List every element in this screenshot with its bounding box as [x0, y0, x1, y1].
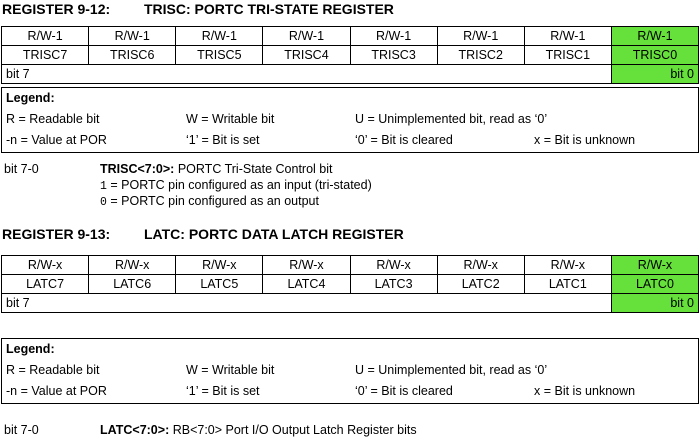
access-cell-1: R/W-1	[524, 27, 611, 46]
legend-heading: Legend:	[6, 91, 55, 105]
desc-line-latc	[100, 423, 417, 437]
legend-bit-cleared: ‘0’ = Bit is cleared	[355, 384, 453, 398]
bit-cell-4: LATC4	[263, 275, 350, 294]
bit-high-label: bit 7	[2, 294, 612, 313]
option-code-0: 0	[100, 196, 107, 209]
access-cell-4: R/W-x	[263, 256, 350, 275]
register-title-latc	[2, 226, 404, 242]
desc-line-trisc	[100, 162, 333, 176]
bit-cell-2: LATC2	[437, 275, 524, 294]
access-cell-0: R/W-1	[611, 27, 698, 46]
bit-cell-5: TRISC5	[176, 46, 263, 65]
access-cell-6: R/W-1	[89, 27, 176, 46]
bit-name-row	[2, 46, 699, 65]
bit-cell-7: LATC7	[2, 275, 89, 294]
access-cell-5: R/W-1	[176, 27, 263, 46]
access-cell-7: R/W-x	[2, 256, 89, 275]
desc-option-input	[100, 178, 372, 193]
desc-name: LATC<7:0>:	[100, 423, 170, 437]
desc-text: PORTC Tri-State Control bit	[174, 162, 333, 176]
legend-heading: Legend:	[6, 342, 55, 356]
register-number: REGISTER 9-12:	[2, 1, 111, 17]
bit-low-label: bit 0	[611, 65, 698, 84]
access-cell-0: R/W-x	[611, 256, 698, 275]
bit-cell-0: TRISC0	[611, 46, 698, 65]
access-cell-2: R/W-x	[437, 256, 524, 275]
access-cell-7: R/W-1	[2, 27, 89, 46]
desc-range-latc: bit 7-0	[4, 423, 39, 437]
access-cell-6: R/W-x	[89, 256, 176, 275]
legend-bit-cleared: ‘0’ = Bit is cleared	[355, 133, 453, 147]
legend-readable: R = Readable bit	[6, 363, 100, 377]
register-name: TRISC: PORTC TRI-STATE REGISTER	[144, 1, 394, 17]
register-number: REGISTER 9-13:	[2, 226, 111, 242]
legend-bit-unknown: x = Bit is unknown	[534, 384, 636, 398]
access-row	[2, 256, 699, 275]
option-text-1: = PORTC pin configured as an input (tri-stated)	[106, 178, 372, 192]
bit-cell-2: TRISC2	[437, 46, 524, 65]
access-cell-2: R/W-1	[437, 27, 524, 46]
register-name: LATC: PORTC DATA LATCH REGISTER	[144, 226, 404, 242]
access-cell-3: R/W-x	[350, 256, 437, 275]
legend-readable: R = Readable bit	[6, 112, 100, 126]
bit-high-label: bit 7	[2, 65, 612, 84]
bit-cell-6: TRISC6	[89, 46, 176, 65]
desc-text: RB<7:0> Port I/O Output Latch Register bits	[169, 423, 417, 437]
bit-cell-6: LATC6	[89, 275, 176, 294]
legend-box-trisc	[1, 87, 699, 153]
bit-cell-3: LATC3	[350, 275, 437, 294]
bit-low-label: bit 0	[611, 294, 698, 313]
bit-cell-5: LATC5	[176, 275, 263, 294]
option-text-0: = PORTC pin configured as an output	[106, 194, 319, 208]
option-code-1: 1	[100, 180, 107, 193]
bit-position-row	[2, 65, 699, 84]
legend-bit-unknown: x = Bit is unknown	[534, 133, 636, 147]
bit-name-row	[2, 275, 699, 294]
legend-unimplemented: U = Unimplemented bit, read as ‘0’	[355, 363, 548, 377]
access-cell-3: R/W-1	[350, 27, 437, 46]
register-table-trisc	[1, 26, 699, 84]
bit-cell-3: TRISC3	[350, 46, 437, 65]
register-title-trisc	[2, 1, 394, 17]
bit-cell-1: TRISC1	[524, 46, 611, 65]
bit-cell-4: TRISC4	[263, 46, 350, 65]
bit-position-row	[2, 294, 699, 313]
desc-name: TRISC<7:0>:	[100, 162, 175, 176]
access-cell-5: R/W-x	[176, 256, 263, 275]
legend-writable: W = Writable bit	[186, 112, 275, 126]
desc-option-output	[100, 194, 319, 209]
desc-range-trisc: bit 7-0	[4, 162, 39, 176]
legend-writable: W = Writable bit	[186, 363, 275, 377]
register-table-latc	[1, 255, 699, 313]
legend-bit-set: ‘1’ = Bit is set	[186, 133, 260, 147]
bit-cell-7: TRISC7	[2, 46, 89, 65]
legend-por: -n = Value at POR	[6, 384, 107, 398]
bit-cell-1: LATC1	[524, 275, 611, 294]
access-cell-4: R/W-1	[263, 27, 350, 46]
access-cell-1: R/W-x	[524, 256, 611, 275]
legend-box-latc	[1, 338, 699, 404]
legend-bit-set: ‘1’ = Bit is set	[186, 384, 260, 398]
legend-por: -n = Value at POR	[6, 133, 107, 147]
bit-cell-0: LATC0	[611, 275, 698, 294]
legend-unimplemented: U = Unimplemented bit, read as ‘0’	[355, 112, 548, 126]
access-row	[2, 27, 699, 46]
